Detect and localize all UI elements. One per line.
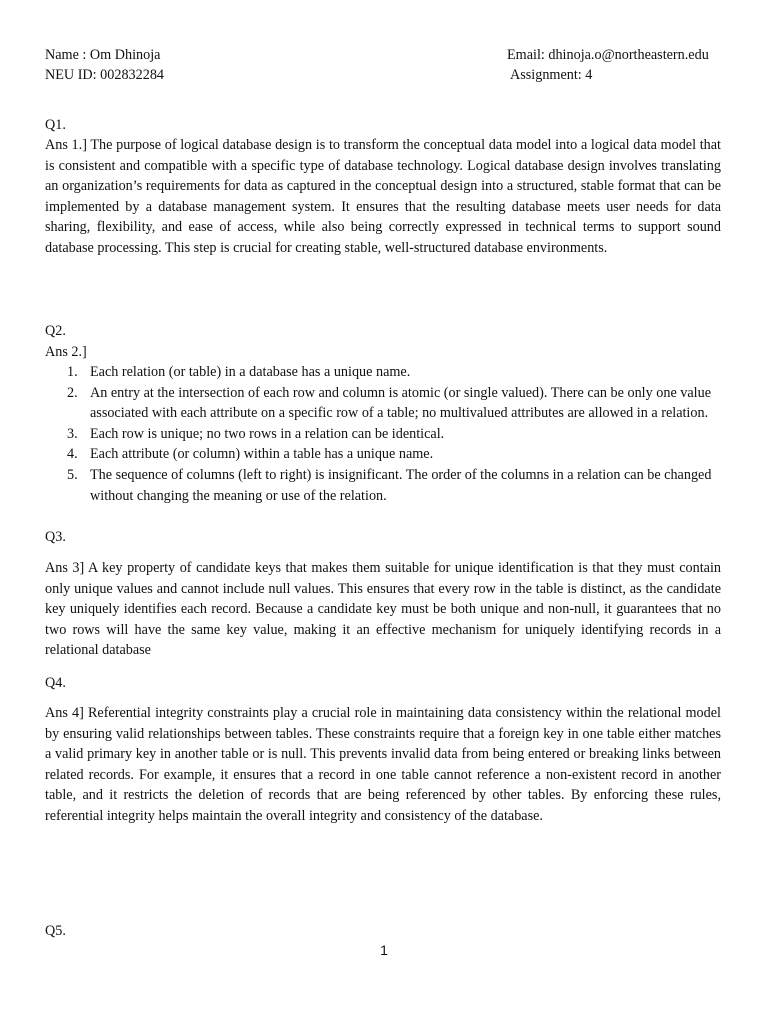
- question-4-label: Q4.: [45, 675, 66, 691]
- answer-2-label: Ans 2.]: [45, 344, 87, 360]
- list-number: 4.: [67, 446, 78, 463]
- list-item-text: Each attribute (or column) within a table has a unique name.: [90, 446, 434, 463]
- list-item: [45, 383, 721, 424]
- list-item: [45, 424, 721, 445]
- list-item-text: The sequence of columns (left to right) is insignificant. The order of the columns in a relation can be changed without changing the meaning or use of the relation.: [90, 466, 712, 504]
- page-number: 1: [380, 942, 388, 958]
- question-5-label: Q5.: [45, 923, 66, 939]
- student-name: Name : Om Dhinoja: [45, 47, 161, 63]
- list-number: 2.: [67, 384, 78, 401]
- list-number: 5.: [67, 466, 78, 483]
- list-number: 1.: [67, 364, 78, 380]
- list-item-text: Each row is unique; no two rows in a relation can be identical.: [90, 425, 445, 442]
- list-item-text: An entry at the intersection of each row and column is atomic (or single valued). There can be only one value associated with each attribute on a specific row of a table; no multivalued attributes are allowed in a relation.: [90, 384, 712, 422]
- question-3-label: Q3.: [45, 529, 66, 545]
- assignment-number: Assignment: 4: [510, 67, 593, 83]
- list-item: [45, 465, 721, 506]
- list-item-text: Each relation (or table) in a database has a unique name.: [90, 364, 411, 380]
- answer-4-text: Ans 4] Referential integrity constraints play a crucial role in maintaining data consistency within the relational model by ensuring valid relationships between tables. These constraints require that a foreign key in one table either matches a valid primary key in another table or is null. This prevents invalid data from being entered or breaking links between related records. For example, it ensures that a record in one table cannot reference a non-existent record in another table, and it restricts the deletion of records that are being referenced by other tables. By enforcing these rules, referential integrity helps maintain the overall integrity and consistency of the database.: [45, 705, 721, 824]
- relation-properties-list: [45, 362, 721, 506]
- answer-1-text: Ans 1.] The purpose of logical database design is to transform the conceptual data model into a logical data model that is consistent and compatible with a specific type of database technology. Logical database design involves translating an organization’s requirements for data as captured in the conceptual design into a structured, stable format that can be implemented by a database management system. It ensures that the resulting database meets user needs for data sharing, flexibility, and ease of access, while also being correctly expressed in technical terms to support sound database processing. This step is crucial for creating stable, well-structured database environments.: [45, 137, 721, 256]
- list-number: 3.: [67, 425, 78, 442]
- answer-3-text: Ans 3] A key property of candidate keys that makes them suitable for unique identification is that they must contain only unique values and cannot include null values. This ensures that every row in the table is distinct, as the candidate key uniquely identifies each record. Because a candidate key must be both unique and non-null, it guarantees that no two rows will have the same key value, making it an effective mechanism for uniquely identifying records in a relational database: [45, 560, 721, 659]
- student-email: Email: dhinoja.o@northeastern.edu: [507, 47, 709, 63]
- question-1-label: Q1.: [45, 117, 66, 133]
- student-id: NEU ID: 002832284: [45, 67, 165, 83]
- list-item: [45, 362, 721, 383]
- list-item: [45, 444, 721, 465]
- question-2-label: Q2.: [45, 323, 66, 339]
